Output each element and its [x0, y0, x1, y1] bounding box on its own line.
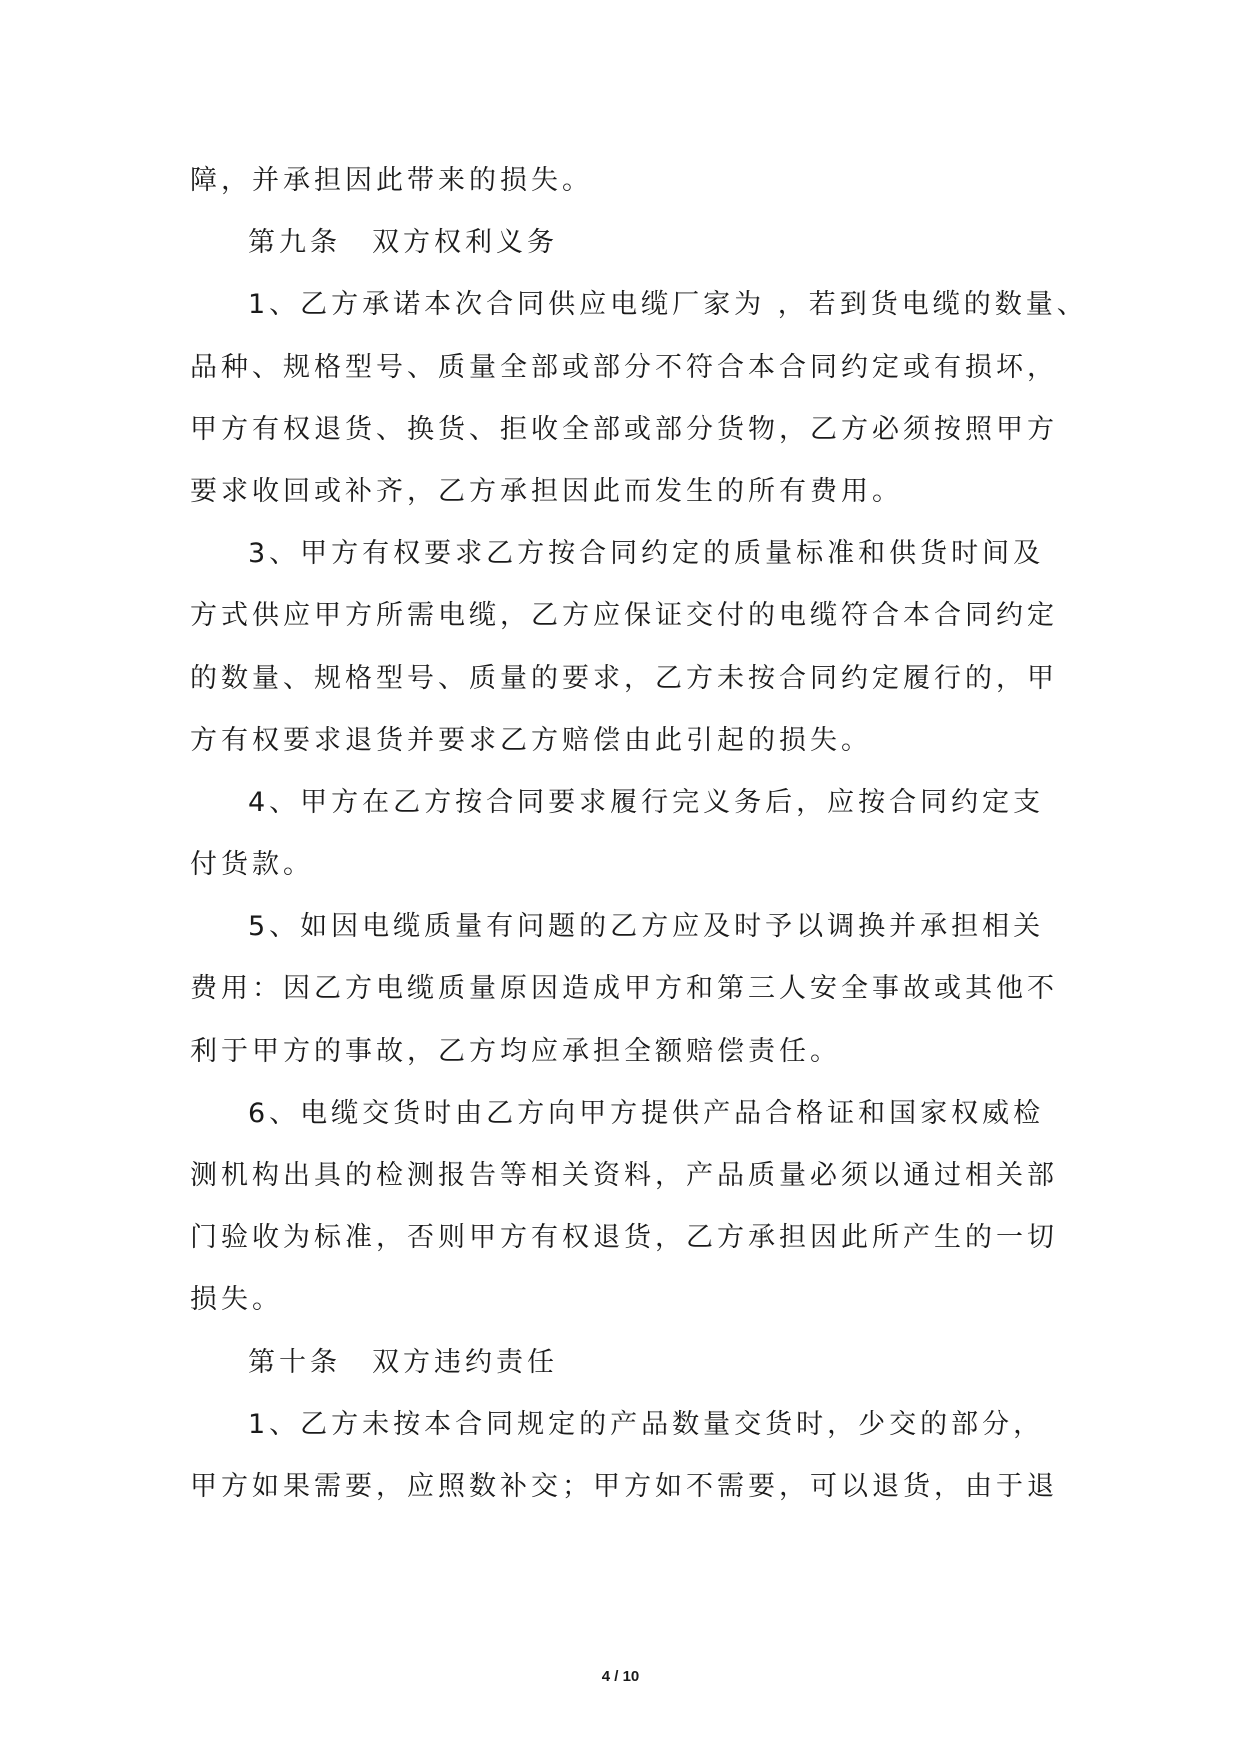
document-body — [190, 150, 1088, 1518]
page-number: 4 / 10 — [601, 1668, 640, 1685]
text-line: 损失。 — [190, 1284, 283, 1316]
text-line: 门验收为标准，否则甲方有权退货，乙方承担因此所产生的一切 — [190, 1222, 1058, 1254]
text-line: 第十条 双方违约责任 — [248, 1346, 558, 1378]
text-line: 付货款。 — [190, 849, 314, 881]
text-line: 5、如因电缆质量有问题的乙方应及时予以调换并承担相关 — [248, 911, 1045, 943]
text-line: 测机构出具的检测报告等相关资料，产品质量必须以通过相关部 — [190, 1160, 1058, 1191]
text-line: 6、电缆交货时由乙方向甲方提供产品合格证和国家权威检 — [248, 1097, 1045, 1129]
text-line: 第九条 双方权利义务 — [248, 227, 558, 259]
text-line: 甲方如果需要，应照数补交；甲方如不需要，可以退货，由于退 — [190, 1470, 1058, 1502]
text-line: 4、甲方在乙方按合同要求履行完义务后，应按合同约定支 — [248, 786, 1045, 818]
text-line: 方有权要求退货并要求乙方赔偿由此引起的损失。 — [190, 724, 872, 756]
text-line: 要求收回或补齐，乙方承担因此而发生的所有费用。 — [190, 475, 903, 507]
text-line: 的数量、规格型号、质量的要求，乙方未按合同约定履行的，甲 — [190, 662, 1058, 694]
text-line: 障，并承担因此带来的损失。 — [190, 165, 593, 196]
text-line: 方式供应甲方所需电缆，乙方应保证交付的电缆符合本合同约定 — [190, 600, 1058, 632]
text-line: 甲方有权退货、换货、拒收全部或部分货物，乙方必须按照甲方 — [190, 413, 1058, 445]
text-line: 利于甲方的事故，乙方均应承担全额赔偿责任。 — [190, 1035, 841, 1067]
text-line: 1、乙方承诺本次合同供应电缆厂家为 ，若到货电缆的数量、 — [248, 289, 1088, 321]
text-line: 费用：因乙方电缆质量原因造成甲方和第三人安全事故或其他不 — [190, 973, 1058, 1005]
text-line: 3、甲方有权要求乙方按合同约定的质量标准和供货时间及 — [248, 538, 1045, 570]
text-line: 品种、规格型号、质量全部或部分不符合本合同约定或有损坏， — [190, 351, 1058, 383]
text-line: 1、乙方未按本合同规定的产品数量交货时，少交的部分， — [248, 1408, 1045, 1440]
